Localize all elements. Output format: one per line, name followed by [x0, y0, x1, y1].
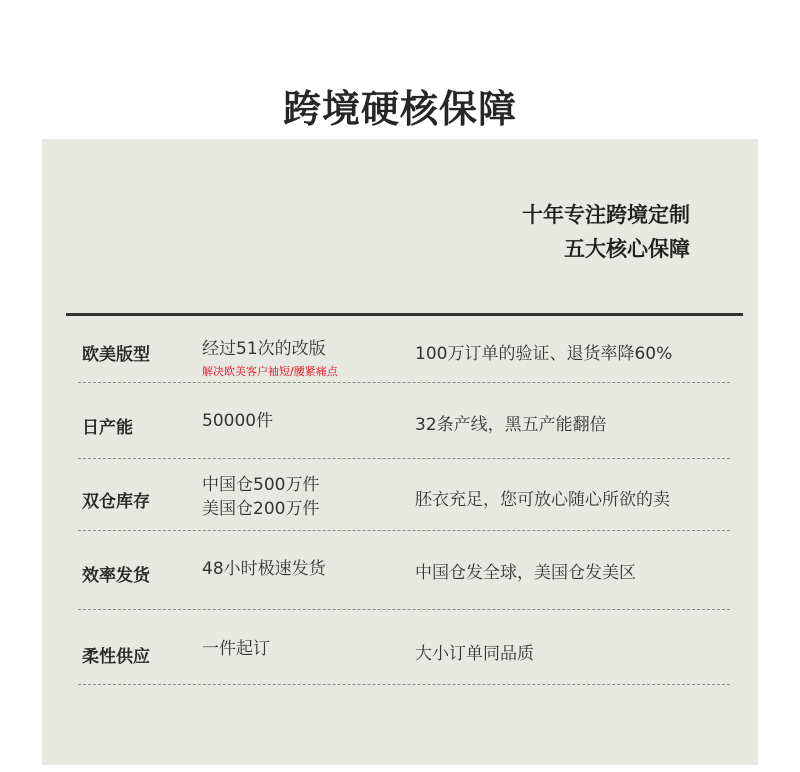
- slogan-line-2: 五大核心保障: [564, 237, 690, 261]
- row-divider: [78, 530, 730, 531]
- row-note-design: 解决欧美客户袖短/腰紧痛点: [202, 365, 338, 378]
- page-title: 跨境硬核保障: [282, 87, 517, 131]
- row-detail-warehouse: 胚衣充足，您可放心随心所欲的卖: [415, 490, 670, 510]
- guarantee-panel: [42, 139, 758, 765]
- row-value-capacity: 50000件: [202, 411, 274, 431]
- row-value-warehouse-cn: 中国仓500万件: [202, 475, 320, 495]
- row-value-shipping: 48小时极速发货: [202, 559, 326, 579]
- row-detail-supply: 大小订单同品质: [415, 644, 534, 664]
- row-detail-shipping: 中国仓发全球，美国仓发美区: [415, 563, 636, 583]
- table-top-rule: [66, 313, 743, 316]
- row-label-supply: 柔性供应: [82, 647, 150, 667]
- row-divider: [78, 609, 730, 610]
- row-divider: [78, 684, 730, 685]
- row-divider: [78, 382, 730, 383]
- row-detail-capacity: 32条产线，黑五产能翻倍: [415, 415, 607, 435]
- row-divider: [78, 458, 730, 459]
- row-value-supply: 一件起订: [202, 639, 270, 659]
- row-value-warehouse-us: 美国仓200万件: [202, 499, 320, 519]
- row-label-design: 欧美版型: [82, 345, 150, 365]
- row-label-warehouse: 双仓库存: [82, 492, 150, 512]
- row-value-design: 经过51次的改版: [202, 339, 326, 359]
- slogan-line-1: 十年专注跨境定制: [522, 203, 690, 227]
- row-label-capacity: 日产能: [82, 418, 133, 438]
- row-label-shipping: 效率发货: [82, 566, 150, 586]
- row-detail-design: 100万订单的验证、退货率降60%: [415, 344, 673, 364]
